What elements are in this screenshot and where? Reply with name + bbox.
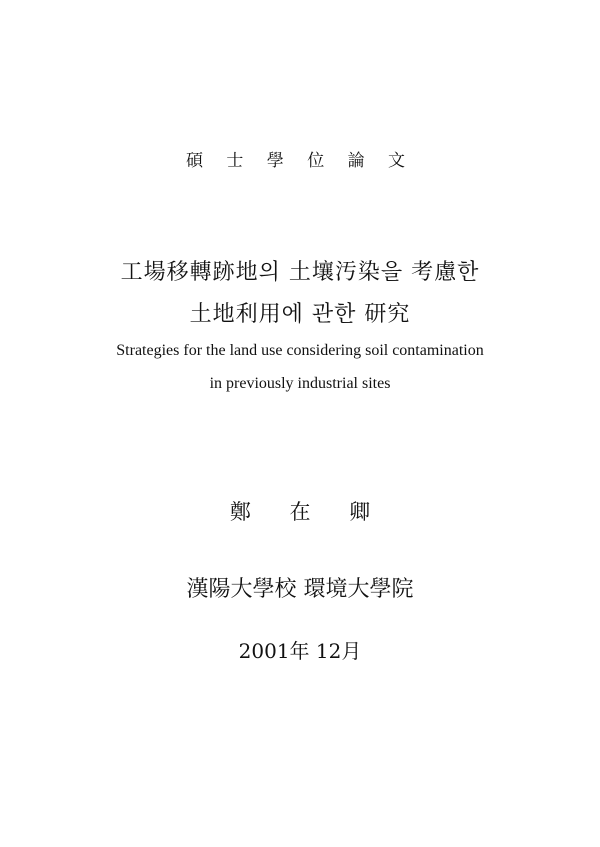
- english-title-line-2: in previously industrial sites: [209, 375, 391, 392]
- author-name: 鄭 在 卿: [229, 500, 371, 524]
- korean-title-line-2: 土地利用에 관한 研究: [189, 302, 411, 327]
- korean-title-line-1: 工場移轉跡地의 土壤汚染을 考慮한: [120, 260, 480, 285]
- institution-name: 漢陽大學校 環境大學院: [186, 577, 414, 602]
- degree-type: 碩 士 學 位 論 文: [185, 151, 415, 171]
- english-title-line-1: Strategies for the land use considering soil contamination: [116, 342, 484, 359]
- submission-date: 2001年 12月: [238, 639, 362, 663]
